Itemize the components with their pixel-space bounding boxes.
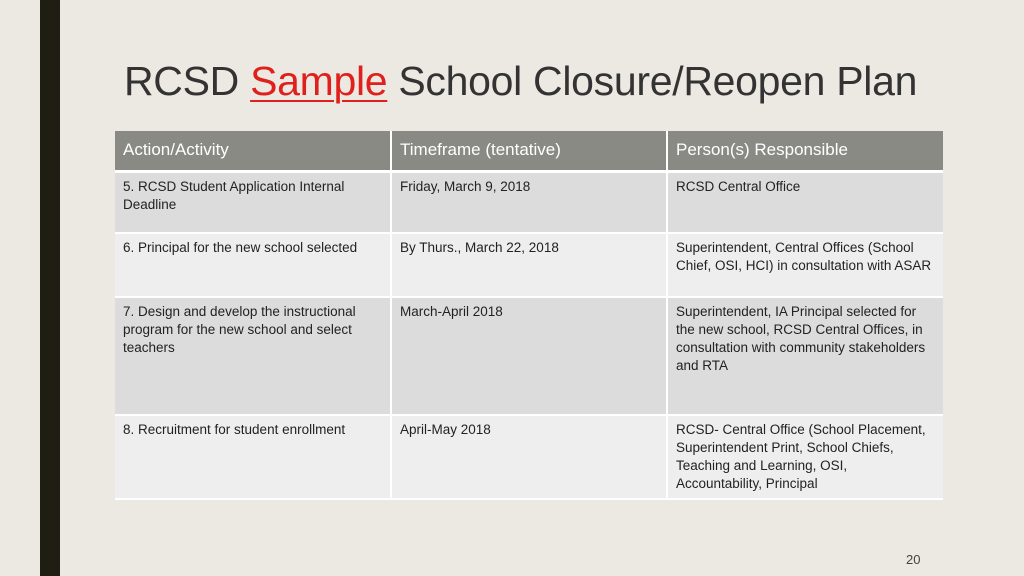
title-suffix: School Closure/Reopen Plan <box>398 58 918 104</box>
table-row <box>115 415 943 499</box>
table-row <box>115 233 943 297</box>
header-timeframe: Timeframe (tentative) <box>391 131 667 171</box>
title-highlight: Sample <box>250 58 388 104</box>
cell-action: 8. Recruitment for student enrollment <box>115 415 391 499</box>
table-header-row <box>115 131 943 171</box>
cell-action: 7. Design and develop the instructional program for the new school and select teachers <box>115 297 391 415</box>
cell-responsible: Superintendent, Central Offices (School Chief, OSI, HCI) in consultation with ASAR <box>667 233 943 297</box>
page-title <box>124 58 917 105</box>
page-number: 20 <box>906 552 921 567</box>
left-accent-bar <box>40 0 60 576</box>
cell-responsible: RCSD- Central Office (School Placement, Superintendent Print, School Chiefs, Teaching and Learning, OSI, Accountability, Principal <box>667 415 943 499</box>
cell-action: 6. Principal for the new school selected <box>115 233 391 297</box>
table-row <box>115 297 943 415</box>
header-responsible: Person(s) Responsible <box>667 131 943 171</box>
title-prefix: RCSD <box>124 58 239 104</box>
cell-responsible: Superintendent, IA Principal selected for the new school, RCSD Central Offices, in consultation with community stakeholders and RTA <box>667 297 943 415</box>
cell-action: 5. RCSD Student Application Internal Deadline <box>115 171 391 233</box>
closure-plan-table <box>115 131 943 500</box>
table-row <box>115 171 943 233</box>
cell-timeframe: Friday, March 9, 2018 <box>391 171 667 233</box>
header-action: Action/Activity <box>115 131 391 171</box>
cell-timeframe: March-April 2018 <box>391 297 667 415</box>
cell-timeframe: By Thurs., March 22, 2018 <box>391 233 667 297</box>
cell-timeframe: April-May 2018 <box>391 415 667 499</box>
cell-responsible: RCSD Central Office <box>667 171 943 233</box>
